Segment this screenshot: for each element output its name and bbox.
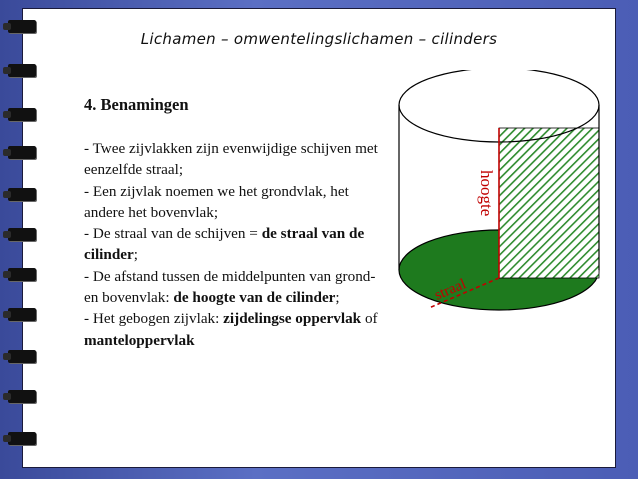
text-run: - De straal van de schijven = bbox=[84, 225, 262, 243]
text-run: of bbox=[361, 310, 378, 328]
bold-term: zijdelingse oppervlak bbox=[223, 310, 362, 328]
binding-ring bbox=[8, 108, 36, 121]
bold-term: manteloppervlak bbox=[84, 331, 195, 349]
definition-line bbox=[84, 223, 384, 266]
text-run: - Het gebogen zijvlak: bbox=[84, 310, 224, 328]
definition-line bbox=[84, 138, 384, 181]
binding-ring bbox=[8, 228, 36, 241]
text-run: - De afstand tussen de middelpunten van grond- en bovenvlak: bbox=[84, 267, 376, 307]
bold-term: de straal van de cilinder bbox=[84, 225, 365, 264]
binding-ring bbox=[8, 146, 36, 159]
text-run: - Twee zijvlakken zijn evenwijdige schijven met eenzelfde straal; bbox=[84, 140, 378, 179]
binding-ring bbox=[8, 64, 36, 77]
bold-term: de hoogte van de cilinder bbox=[173, 289, 336, 307]
binding-ring bbox=[8, 350, 36, 363]
text-run: - Een zijvlak noemen we het grondvlak, het andere het bovenvlak; bbox=[84, 182, 349, 221]
definition-line bbox=[84, 308, 384, 351]
radius-label: straal bbox=[432, 276, 469, 304]
definition-line bbox=[84, 266, 384, 309]
text-run: ; bbox=[335, 289, 340, 307]
binding-ring bbox=[8, 432, 36, 445]
cylinder-diagram bbox=[395, 70, 610, 330]
binding-ring bbox=[8, 188, 36, 201]
height-label: hoogte bbox=[477, 170, 496, 217]
section-heading: 4. Benamingen bbox=[84, 95, 189, 114]
text-run: ; bbox=[133, 246, 139, 264]
definition-line bbox=[84, 181, 384, 224]
binding-ring bbox=[8, 308, 36, 321]
slide-title: Lichamen – omwentelingslichamen – cilinders bbox=[140, 30, 498, 48]
cross-section bbox=[499, 128, 599, 278]
binding-ring bbox=[8, 268, 36, 281]
definitions-text bbox=[84, 138, 384, 351]
binding-ring bbox=[8, 390, 36, 403]
